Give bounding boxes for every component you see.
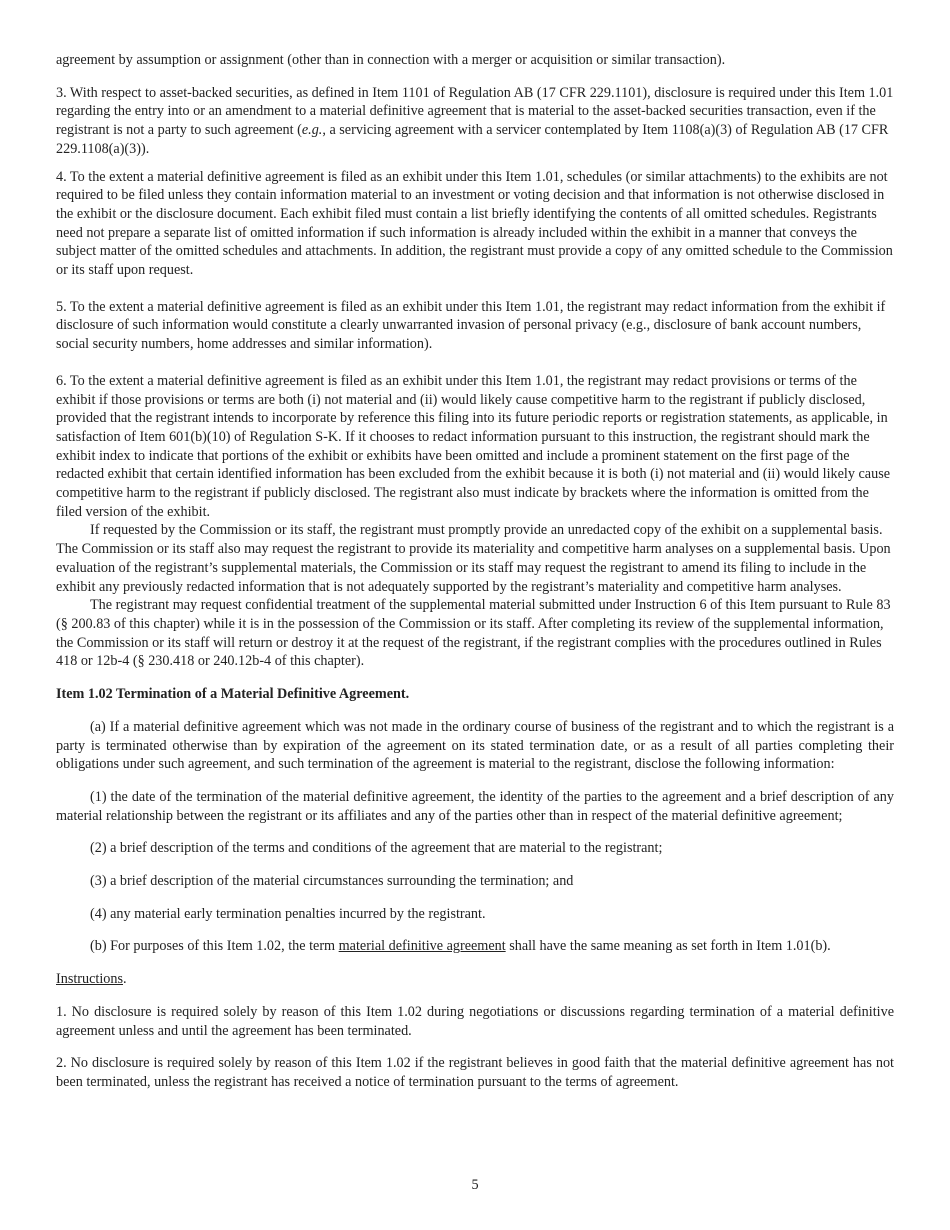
instruction-102-2: 2. No disclosure is required solely by reason of this Item 1.02 if the registrant believes in good faith that the material definitive agreement has not been terminated, unless the registrant has received a notice of termination pursuant to the terms of agreement. — [56, 1055, 894, 1090]
item-102-b — [56, 937, 894, 956]
instructions-label: Instructions — [56, 971, 123, 988]
item-102-b-text-a: (b) For purposes of this Item 1.02, the term — [90, 938, 339, 955]
instruction-4: 4. To the extent a material definitive agreement is filed as an exhibit under this Item 1.01, schedules (or similar attachments) to the exhibits are not required to be filed unless they contain information material to an investment or voting decision and that information is not otherwise disclosed in the exhibit or the disclosure document. Each exhibit filed must contain a list briefly identifying the contents of all omitted schedules. Registrants need not prepare a separate list of omitted information if such information is already included within the exhibit in a manner that conveys the subject matter of the omitted schedules and attachments. In addition, the registrant must provide a copy of any omitted schedule to the Commission or its staff upon request. — [56, 168, 893, 279]
instruction-102-1: 1. No disclosure is required solely by reason of this Item 1.02 during negotiations or discussions regarding termination of a material definitive agreement unless and until the agreement has been terminated. — [56, 1003, 894, 1039]
instructions-heading — [56, 970, 894, 989]
instruction-6: 6. To the extent a material definitive agreement is filed as an exhibit under this Item 1.01, the registrant may redact provisions or terms of the exhibit if those provisions or terms are both (i) not material and (ii) would likely cause competitive harm to the registrant if publicly disclosed, provided that the registrant intends to incorporate by reference this filing into its future periodic reports or registration statements, as applicable, in satisfaction of Item 601(b)(10) of Regulation S-K. If it chooses to redact information pursuant to this instruction, the registrant should mark the exhibit index to indicate that portions of the exhibit or exhibits have been omitted and include a prominent statement on the first page of the redacted exhibit that certain identified information has been excluded from the exhibit because it is both (i) not material and (ii) would likely cause competitive harm to the registrant if publicly disclosed. The registrant also must indicate by brackets where the information is omitted from the filed version of the exhibit. — [56, 372, 891, 520]
instruction-3-text-a: 3. With respect to asset-backed securities, as defined in Item 1101 of Regulation AB (17 CFR 229.1101), disclosure is required under this Item 1.01 regarding the entry into or an amendment to a material definitive agreement that is material to the asset-backed securities transaction, even if the registrant is not a party to such agreement ( — [56, 84, 894, 139]
instruction-3 — [56, 84, 894, 159]
item-102-a3: (3) a brief description of the material circumstances surrounding the termination; and — [90, 873, 574, 890]
item-102-a4: (4) any material early termination penalties incurred by the registrant. — [90, 905, 486, 922]
item-102-heading: Item 1.02 Termination of a Material Definitive Agreement. — [56, 686, 410, 703]
instruction-3-eg: e.g. — [301, 122, 323, 139]
instruction-3-text-b: , a servicing agreement with a servicer contemplated by Item 1108(a)(3) of Regulation AB (17 CFR 229.1108(a)(3)). — [56, 122, 889, 157]
document-page — [56, 51, 894, 1092]
item-102-a: (a) If a material definitive agreement which was not made in the ordinary course of business of the registrant and to which the registrant is a party is terminated otherwise than by expiration of the agreement on its stated termination date, or as a result of all parties completing their obligations under such agreement, and such termination of the agreement is material to the registrant, disclose the following information: — [56, 718, 894, 773]
item-102-b-text-b: shall have the same meaning as set forth in Item 1.01(b). — [505, 938, 831, 955]
item-102-a2: (2) a brief description of the terms and conditions of the agreement that are material to the registrant; — [90, 840, 663, 857]
continued-paragraph: agreement by assumption or assignment (other than in connection with a merger or acquisition or similar transaction). — [56, 52, 726, 68]
instruction-6-paragraph-3: The registrant may request confidential treatment of the supplemental material submitted under Instruction 6 of this Item pursuant to Rule 83 (§ 200.83 of this chapter) while it is in the possession of the Commission or its staff. After completing its review of the supplemental information, the Commission or its staff will return or destroy it at the request of the registrant, if the registrant complies with the procedures outlined in Rules 418 or 12b-4 (§ 230.418 or 240.12b-4 of this chapter). — [56, 597, 891, 670]
instruction-6-paragraph-2: If requested by the Commission or its staff, the registrant must promptly provide an unredacted copy of the exhibit on a supplemental basis. The Commission or its staff also may request the registrant to provide its materiality and competitive harm analyses on a supplemental basis. Upon evaluation of the registrant’s supplemental materials, the Commission or its staff may request the registrant to amend its filing to include in the exhibit any previously redacted information that is not adequately supported by the registrant’s materiality and competitive harm analyses. — [56, 522, 891, 595]
page-number: 5 — [471, 1177, 479, 1193]
item-102-b-defined-term: material definitive agreement — [338, 938, 506, 955]
item-102-a1: (1) the date of the termination of the material definitive agreement, the identity of the parties to the agreement and a brief description of any material relationship between the registrant or its affiliates and any of the parties other than in respect of the material definitive agreement; — [56, 788, 894, 824]
instruction-5: 5. To the extent a material definitive agreement is filed as an exhibit under this Item 1.01, the registrant may redact information from the exhibit if disclosure of such information would constitute a clearly unwarranted invasion of personal privacy (e.g., disclosure of bank account numbers, social security numbers, home addresses and similar information). — [56, 298, 886, 353]
instructions-period: . — [123, 971, 127, 988]
